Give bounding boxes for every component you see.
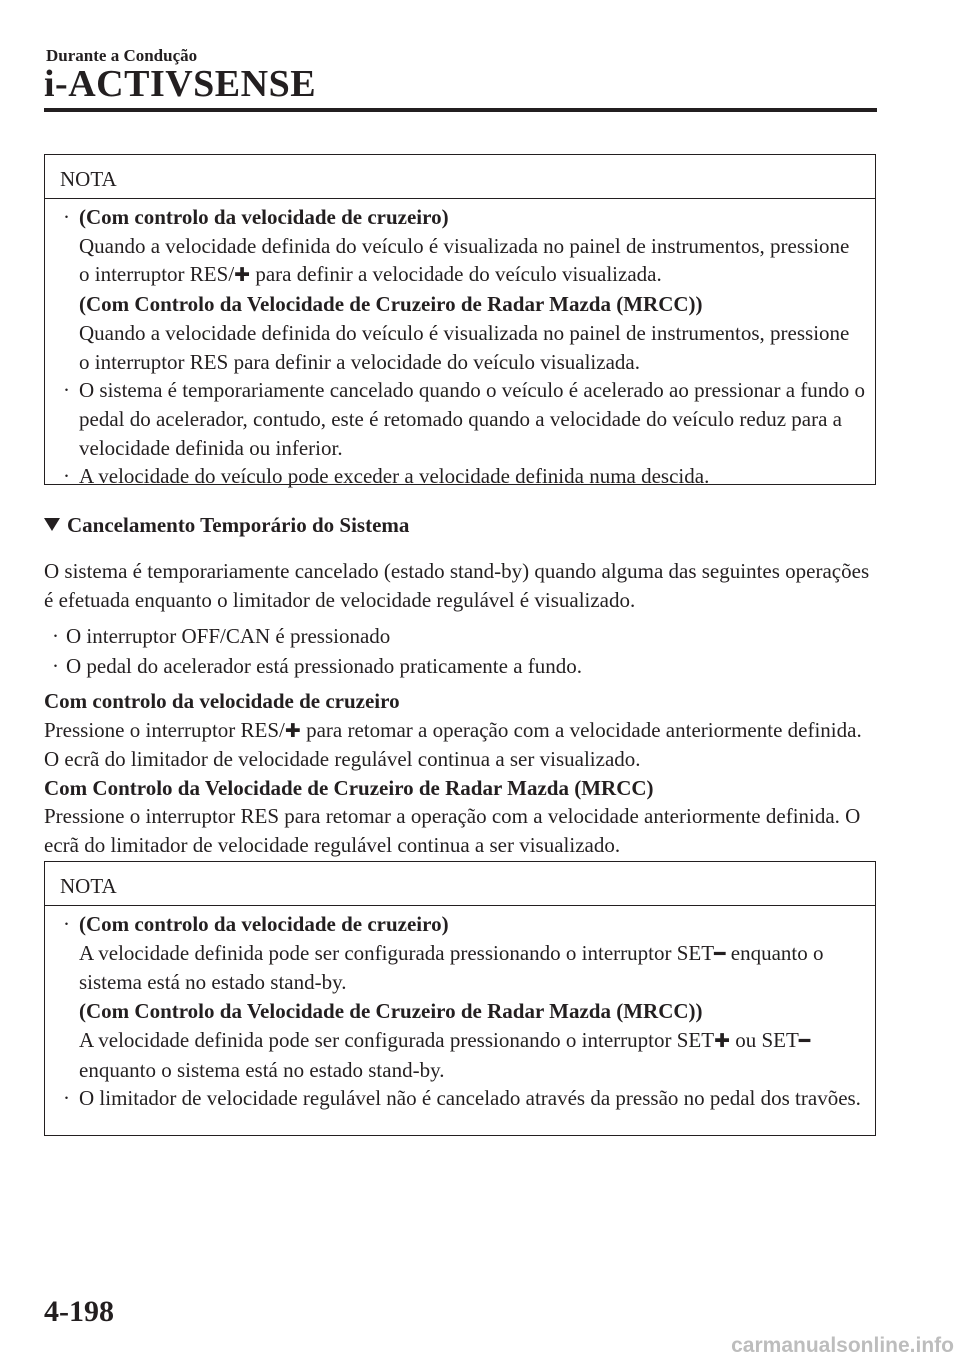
condition-list (50, 622, 880, 681)
bullet-dot: · (63, 912, 70, 936)
mrcc-text: A velocidade definida pode ser configurada pressionando o interruptor SET✚ ou SET━ enquanto o sistema está no estado stand-by. (79, 1026, 865, 1084)
mrcc-heading: Com Controlo da Velocidade de Cruzeiro de Radar Mazda (MRCC) (44, 775, 654, 800)
bullet-dot: · (63, 378, 70, 403)
note-box (44, 861, 876, 1136)
mrcc-text: Pressione o interruptor RES para retomar a operação com a velocidade anteriormente definida. O ecrã do limitador de velocidade regulável continua a ser visualizado. (44, 804, 861, 857)
note-bullet: · O limitador de velocidade regulável não é cancelado através da pressão no pedal dos travões. (61, 1084, 865, 1113)
note-bullet: · A velocidade do veículo pode exceder a velocidade definida numa descida. (61, 462, 865, 491)
note-body (45, 199, 875, 491)
resume-instructions (44, 687, 874, 860)
plus-icon (285, 720, 301, 742)
note-box (44, 154, 876, 489)
section-heading: Cancelamento Temporário do Sistema (44, 513, 409, 538)
cruise-heading: (Com controlo da velocidade de cruzeiro) (79, 205, 449, 229)
plus-icon (714, 1030, 730, 1052)
mrcc-heading: (Com Controlo da Velocidade de Cruzeiro de Radar Mazda (MRCC)) (79, 999, 703, 1024)
note-title: NOTA (45, 862, 875, 906)
note-body (45, 906, 875, 1113)
note-bullet (61, 203, 865, 376)
cruise-heading: (Com controlo da velocidade de cruzeiro) (79, 912, 449, 936)
mrcc-text: Quando a velocidade definida do veículo é visualizada no painel de instrumentos, pressione o interruptor RES para definir a velocidade do veículo visualizada. (79, 320, 850, 374)
note-bullet (61, 910, 865, 1084)
minus-icon (714, 943, 725, 965)
note-title: NOTA (45, 155, 875, 199)
list-item: · O pedal do acelerador está pressionado praticamente a fundo. (52, 653, 583, 678)
section-label: Durante a Condução (46, 46, 198, 65)
triangle-down-icon (44, 518, 60, 531)
header-rule (44, 108, 877, 112)
bullet-dot: · (63, 1086, 70, 1111)
cruise-text: A velocidade definida pode ser configurada pressionando o interruptor SET━ enquanto o sistema está no estado stand-by. (79, 939, 865, 997)
cruise-text: Pressione o interruptor RES/✚ para retomar a operação com a velocidade anteriormente definida. O ecrã do limitador de velocidade regulável continua a ser visualizado. (44, 716, 874, 774)
page-title: i-ACTIVSENSE (44, 63, 317, 105)
bullet-dot: · (63, 205, 70, 229)
intro-paragraph: O sistema é temporariamente cancelado (estado stand-by) quando alguma das seguintes operações é efetuada enquanto o limitador de velocidade regulável é visualizado. (44, 559, 870, 613)
bullet-dot: · (63, 464, 70, 489)
list-item: · O interruptor OFF/CAN é pressionado (52, 624, 391, 648)
watermark: carmanualsonline.info (731, 1334, 954, 1357)
page-number: 4-198 (44, 1295, 114, 1328)
cruise-text: Quando a velocidade definida do veículo é visualizada no painel de instrumentos, pressione o interruptor RES/✚ para definir a velocidade do veículo visualizada. (79, 232, 865, 290)
minus-icon (799, 1030, 810, 1052)
plus-icon (234, 264, 250, 286)
mrcc-heading: (Com Controlo da Velocidade de Cruzeiro de Radar Mazda (MRCC)) (79, 292, 703, 317)
note-bullet: · O sistema é temporariamente cancelado quando o veículo é acelerado ao pressionar a fundo o pedal do acelerador, contudo, este é retomado quando a velocidade do veículo reduz para a velocidade definida ou inferior. (63, 378, 866, 460)
cruise-heading: Com controlo da velocidade de cruzeiro (44, 689, 400, 713)
